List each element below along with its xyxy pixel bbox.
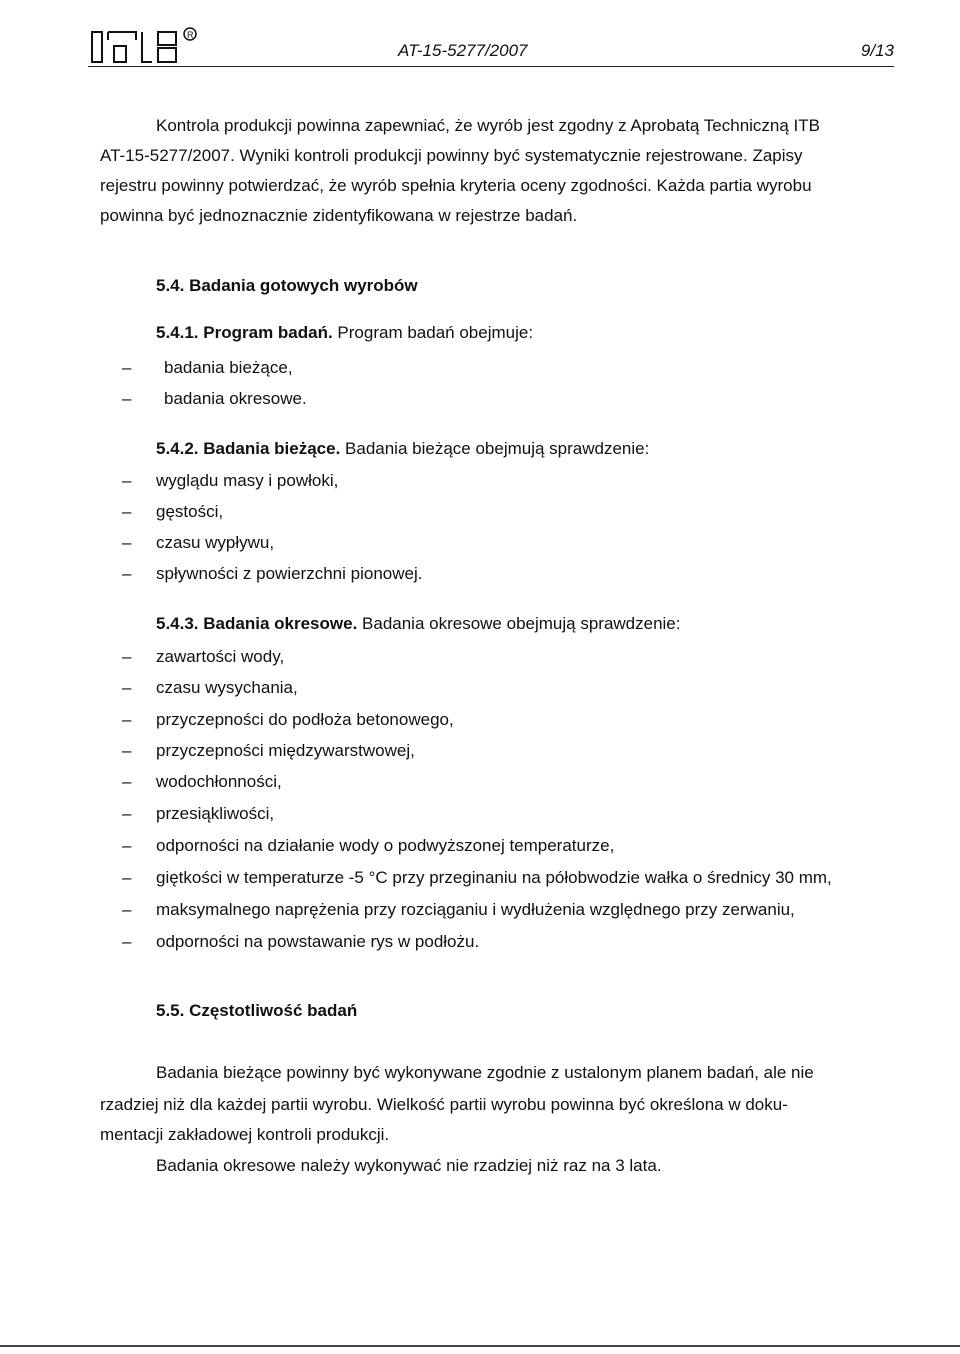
list-dash: – [122,502,132,521]
list-dash: – [122,471,132,490]
list-dash: – [122,358,132,377]
list-item: maksymalnego naprężenia przy rozciąganiu i wydłużenia względnego przy zerwaniu, [156,900,795,919]
intro-line-3: rejestru powinny potwierdzać, że wyrób spełnia kryteria oceny zgodności. Każda partia wyrobu [100,176,812,195]
list-item: zawartości wody, [156,647,285,666]
list-item: gęstości, [156,502,224,521]
list-dash: – [122,868,132,887]
list-item: czasu wypływu, [156,533,275,552]
section-text: Badania bieżące obejmują sprawdzenie: [340,439,650,458]
header-divider [88,66,894,67]
paragraph-line: rzadziej niż dla każdej partii wyrobu. Wielkość partii wyrobu powinna być określona w doku- [100,1095,788,1114]
list-dash: – [122,932,132,951]
section-title: Badania bieżące. [203,439,341,458]
page-bottom-edge [0,1345,960,1347]
list-dash: – [122,678,132,697]
list-dash: – [122,804,132,823]
section-title: Badania okresowe. [203,614,358,633]
section-5-4-1-heading [156,322,533,343]
list-dash: – [122,710,132,729]
list-dash: – [122,741,132,760]
list-item: czasu wysychania, [156,678,298,697]
section-5-4-2-heading [156,438,649,459]
intro-line-2: AT-15-5277/2007. Wyniki kontroli produkcji powinny być systematycznie rejestrowane. Zapisy [100,146,803,165]
list-dash: – [122,647,132,666]
list-dash: – [122,389,132,408]
list-item: przyczepności międzywarstwowej, [156,741,415,760]
list-dash: – [122,533,132,552]
intro-line-1: Kontrola produkcji powinna zapewniać, że wyrób jest zgodny z Aprobatą Techniczną ITB [156,116,821,135]
list-item: spływności z powierzchni pionowej. [156,564,423,583]
paragraph-line: Badania bieżące powinny być wykonywane zgodnie z ustalonym planem badań, ale nie [156,1063,814,1082]
paragraph-line: mentacji zakładowej kontroli produkcji. [100,1125,390,1144]
list-item: odporności na działanie wody o podwyższonej temperaturze, [156,836,615,855]
list-item: wodochłonności, [156,772,282,791]
section-5-5-heading: 5.5. Częstotliwość badań [156,1001,358,1020]
list-item: wyglądu masy i powłoki, [156,471,339,490]
document-id: AT-15-5277/2007 [398,41,528,60]
list-dash: – [122,772,132,791]
section-number: 5.4.2. [156,439,199,458]
list-item: badania bieżące, [164,358,293,377]
list-dash: – [122,564,132,583]
intro-line-4: powinna być jednoznacznie zidentyfikowana w rejestrze badań. [100,206,578,225]
section-text: Badania okresowe obejmują sprawdzenie: [357,614,681,633]
section-5-4-3-heading [156,613,681,634]
section-number: 5.4.1. [156,323,199,342]
itb-logo [90,24,208,64]
list-item: odporności na powstawanie rys w podłożu. [156,932,480,951]
section-number: 5.4.3. [156,614,199,633]
page-number: 9/13 [860,41,894,60]
list-dash: – [122,900,132,919]
svg-text:R: R [187,30,194,40]
section-text: Program badań obejmuje: [332,323,534,342]
list-item: giętkości w temperaturze -5 °C przy przeginaniu na półobwodzie wałka o średnicy 30 mm, [156,868,832,887]
section-5-4-heading: 5.4. Badania gotowych wyrobów [156,276,418,295]
paragraph-line: Badania okresowe należy wykonywać nie rzadziej niż raz na 3 lata. [156,1156,662,1175]
list-dash: – [122,836,132,855]
list-item: badania okresowe. [164,389,307,408]
section-title: Program badań. [203,323,333,342]
list-item: przesiąkliwości, [156,804,275,823]
list-item: przyczepności do podłoża betonowego, [156,710,454,729]
